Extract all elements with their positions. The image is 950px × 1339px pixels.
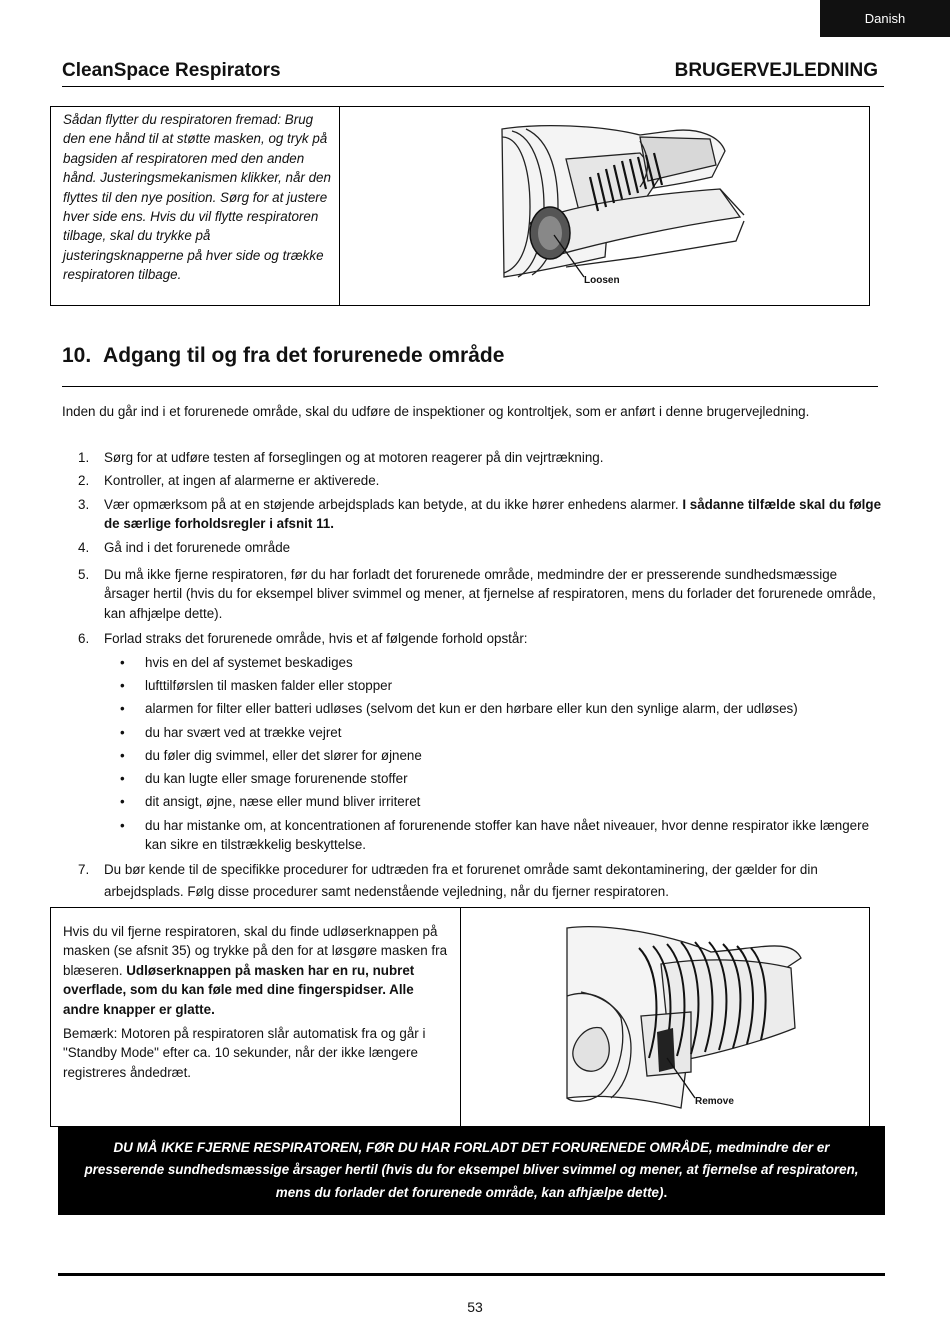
remove-illustration: [461, 908, 869, 1126]
remove-box: [50, 907, 870, 1127]
list-item: • du føler dig svimmel, eller det slører for øjnene: [120, 747, 422, 763]
remove-text: Hvis du vil fjerne respiratoren, skal du finde udløserknappen på masken (se afsnit 35) og trykke på den for at løsgøre masken fra blæseren. Udløserknappen på masken har en ru, nubret overflade, som du kan føle med dine fingerspidser. Alle andre knapper er glatte. Bemærk: Motoren på respiratoren slår automatisk fra og går i "Standby Mode" efter ca. 10 sekunder, når der ikke længere registreres åndedræt.: [51, 908, 461, 1126]
warning-caps: DU MÅ IKKE FJERNE RESPIRATOREN, FØR DU HAR FORLADT DET FORURENEDE OMRÅDE,: [113, 1139, 713, 1155]
page-header: [62, 56, 884, 87]
page-number: 53: [467, 1299, 483, 1315]
remove-label: Remove: [695, 1096, 734, 1107]
list-item: 4. Gå ind i det forurenede område: [78, 539, 291, 555]
intro-paragraph: Inden du går ind i et forurenede område, skal du udføre de inspektioner og kontroltjek, som er anført i denne brugervejledning.: [62, 404, 810, 419]
list-item: 5. Du må ikke fjerne respiratoren, før du har forladt det forurenede område, medmindre der er presserende sundhedsmæssige årsager hertil (hvis du for eksempel bliver svimmel og mener, at fjernelse af respiratoren, mens du forlader det forurenede område, kan afhjælpe dette).: [78, 567, 876, 621]
list-item: • dit ansigt, øjne, næse eller mund bliver irriteret: [120, 794, 421, 810]
loosen-drawing: [340, 107, 869, 303]
list-item: • du kan lugte eller smage forurenende stoffer: [120, 771, 408, 787]
list-item: • du har mistanke om, at koncentrationen af forurenende stoffer kan have nået niveauer, hvor denne respirator ikke længere kan sikre en tilstrækkelig beskyttelse.: [120, 817, 870, 853]
document-type: BRUGERVEJLEDNING: [674, 60, 878, 81]
standby-note: Bemærk: Motoren på respiratoren slår automatisk fra og går i "Standby Mode" efter ca. 10 sekunder, når der ikke længere registreres åndedræt.: [63, 1026, 426, 1080]
move-forward-box: [50, 106, 870, 306]
section-heading: [62, 344, 878, 387]
warning-rest: medmindre der er presserende sundhedsmæssige årsager hertil (hvis du for eksempel bliver svimmel og mener, at fjernelse af respiratoren, mens du forlader det forurenede område, kan afhjælpe dette): [84, 1139, 859, 1200]
brand-name: CleanSpace Respirators: [62, 60, 281, 81]
list-item: 7. Du bør kende til de specifikke procedurer for udtræden fra et forurenet område samt dekontaminering, der gælder for din arbejdsplads. Følg disse procedurer samt nedenstående vejledning, når du fjerner respiratoren.: [78, 861, 818, 900]
steps-list: [62, 448, 884, 908]
loosen-label: Loosen: [584, 275, 620, 286]
conditions-list: [104, 653, 884, 855]
language-tab: Danish: [820, 0, 950, 37]
list-item: • lufttilførslen til masken falder eller stopper: [120, 677, 393, 693]
loosen-illustration: [340, 107, 869, 305]
list-item: • du har svært ved at trække vejret: [120, 724, 342, 740]
list-item: • alarmen for filter eller batteri udløses (selvom det kun er den hørbare eller kun den synlige alarm, der udløses): [120, 701, 798, 717]
section-title: Adgang til og fra det forurenede område: [103, 344, 505, 367]
section-number: 10.: [62, 344, 92, 367]
remove-drawing: [461, 908, 869, 1124]
list-item: 2. Kontroller, at ingen af alarmerne er aktiverede.: [78, 473, 380, 489]
list-item: 1. Sørg for at udføre testen af forseglingen og at motoren reagerer på din vejrtrækning.: [78, 450, 604, 465]
move-forward-text: Sådan flytter du respiratoren fremad: Brug den ene hånd til at støtte masken, og tryk på bagsiden af respiratoren med den anden hånd. Justeringsmekanismen klikker, når den flyttes til den nye position. Sørg for at justere hver side ens. Hvis du vil flytte respiratoren tilbage, skal du trykke på justeringsknapperne på hver side og trække respiratoren tilbage.: [51, 107, 340, 305]
warning-banner: DU MÅ IKKE FJERNE RESPIRATOREN, FØR DU HAR FORLADT DET FORURENEDE OMRÅDE, medmindre der er presserende sundhedsmæssige årsager hertil (hvis du for eksempel bliver svimmel og mener, at fjernelse af respiratoren, mens du forlader det forurenede område, kan afhjælpe dette).: [58, 1126, 885, 1215]
list-item: 3. Vær opmærksom på at en støjende arbejdsplads kan betyde, at du ikke hører enhedens alarmer. I sådanne tilfælde skal du følge de særlige forholdsregler i afsnit 11.: [78, 496, 882, 532]
footer-rule: [58, 1273, 885, 1276]
list-item: • hvis en del af systemet beskadiges: [120, 654, 353, 670]
list-item: 6. Forlad straks det forurenede område, hvis et af følgende forhold opstår: • hvis en del af systemet beskadiges • lufttilførslen til masken falder eller stopper • alarmen for filter eller batteri udløses (selvom det kun er den hørbare eller kun den synlige alarm, der udløses) • du har svært ved at trække vejret • du føler dig svimmel, eller det slører for øjnene • du kan lugte eller smage forurenende stoffer • dit ansigt, øjne, næse eller mund bliver irriteret • du har mistanke om, at koncentrationen af forurenende stoffer kan have nået niveauer, hvor denne respirator ikke længere kan sikre en tilstrækkelig beskyttelse.: [62, 629, 884, 854]
